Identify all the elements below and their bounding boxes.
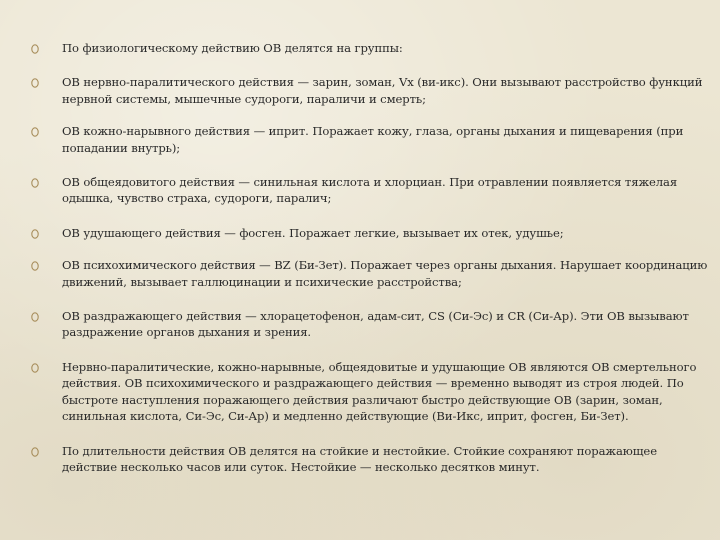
bullet-text: ОВ общеядовитого действия — синильная кислота и хлорциан. При отравлении появляется тяжелая одышка, чувство страха, судороги, паралич;: [62, 175, 678, 206]
bullet-text: По физиологическому действию ОВ делятся на группы:: [62, 41, 403, 55]
open-circle-icon: [30, 43, 40, 55]
open-circle-icon: [30, 228, 40, 240]
open-circle-icon: [30, 126, 40, 138]
bullet-text: По длительности действия ОВ делятся на стойкие и нестойкие. Стойкие сохраняют поражающее действие несколько часов или суток. Нестойкие — несколько десятков минут.: [62, 443, 657, 474]
open-circle-icon: [30, 446, 40, 458]
bullet-item: [30, 225, 714, 241]
bullet-text: ОВ удушающего действия — фосген. Поражает легкие, вызывает их отек, удушье;: [62, 225, 564, 240]
bullet-list: [30, 40, 714, 475]
bullet-item: [30, 359, 714, 425]
open-circle-icon: [30, 177, 40, 189]
bullet-item: [30, 40, 714, 56]
bullet-text: ОВ раздражающего действия — хлорацетофенон, адам-сит, CS (Си-Эс) и CR (Си-Ар). Эти ОВ вызывают раздражение органов дыхания и зрения.: [62, 309, 689, 340]
bullet-item: [30, 174, 714, 207]
open-circle-icon: [30, 311, 40, 323]
open-circle-icon: [30, 77, 40, 89]
bullet-text: Нервно-паралитические, кожно-нарывные, общеядовитые и удушающие ОВ являются ОВ смертельного действия. ОВ психохимического и раздражающего действия — временно выводят из строя людей. По быстроте наступления поражающего действия различают быстро действующие ОВ (зарин, зоман, синильная кислота, Си-Эс, Си-Ар) и медленно действующие (Ви-Икс, иприт, фосген, Би-Зет).: [62, 359, 697, 424]
bullet-item: [30, 74, 714, 107]
bullet-item: [30, 123, 714, 156]
open-circle-icon: [30, 362, 40, 374]
bullet-item: [30, 443, 714, 476]
open-circle-icon: [30, 260, 40, 272]
bullet-text: ОВ нервно-паралитического действия — зарин, зоман, Vx (ви-икс). Они вызывают расстройство функций нервной системы, мышечные судороги, параличи и смерть;: [62, 75, 703, 106]
bullet-text: ОВ психохимического действия — BZ (Би-Зет). Поражает через органы дыхания. Нарушает координацию движений, вызывает галлюцинации и психические расстройства;: [62, 258, 708, 289]
bullet-text: ОВ кожно-нарывного действия — иприт. Поражает кожу, глаза, органы дыхания и пищеварения (при попадании внутрь);: [62, 124, 684, 155]
bullet-item: [30, 257, 714, 290]
bullet-item: [30, 308, 714, 341]
